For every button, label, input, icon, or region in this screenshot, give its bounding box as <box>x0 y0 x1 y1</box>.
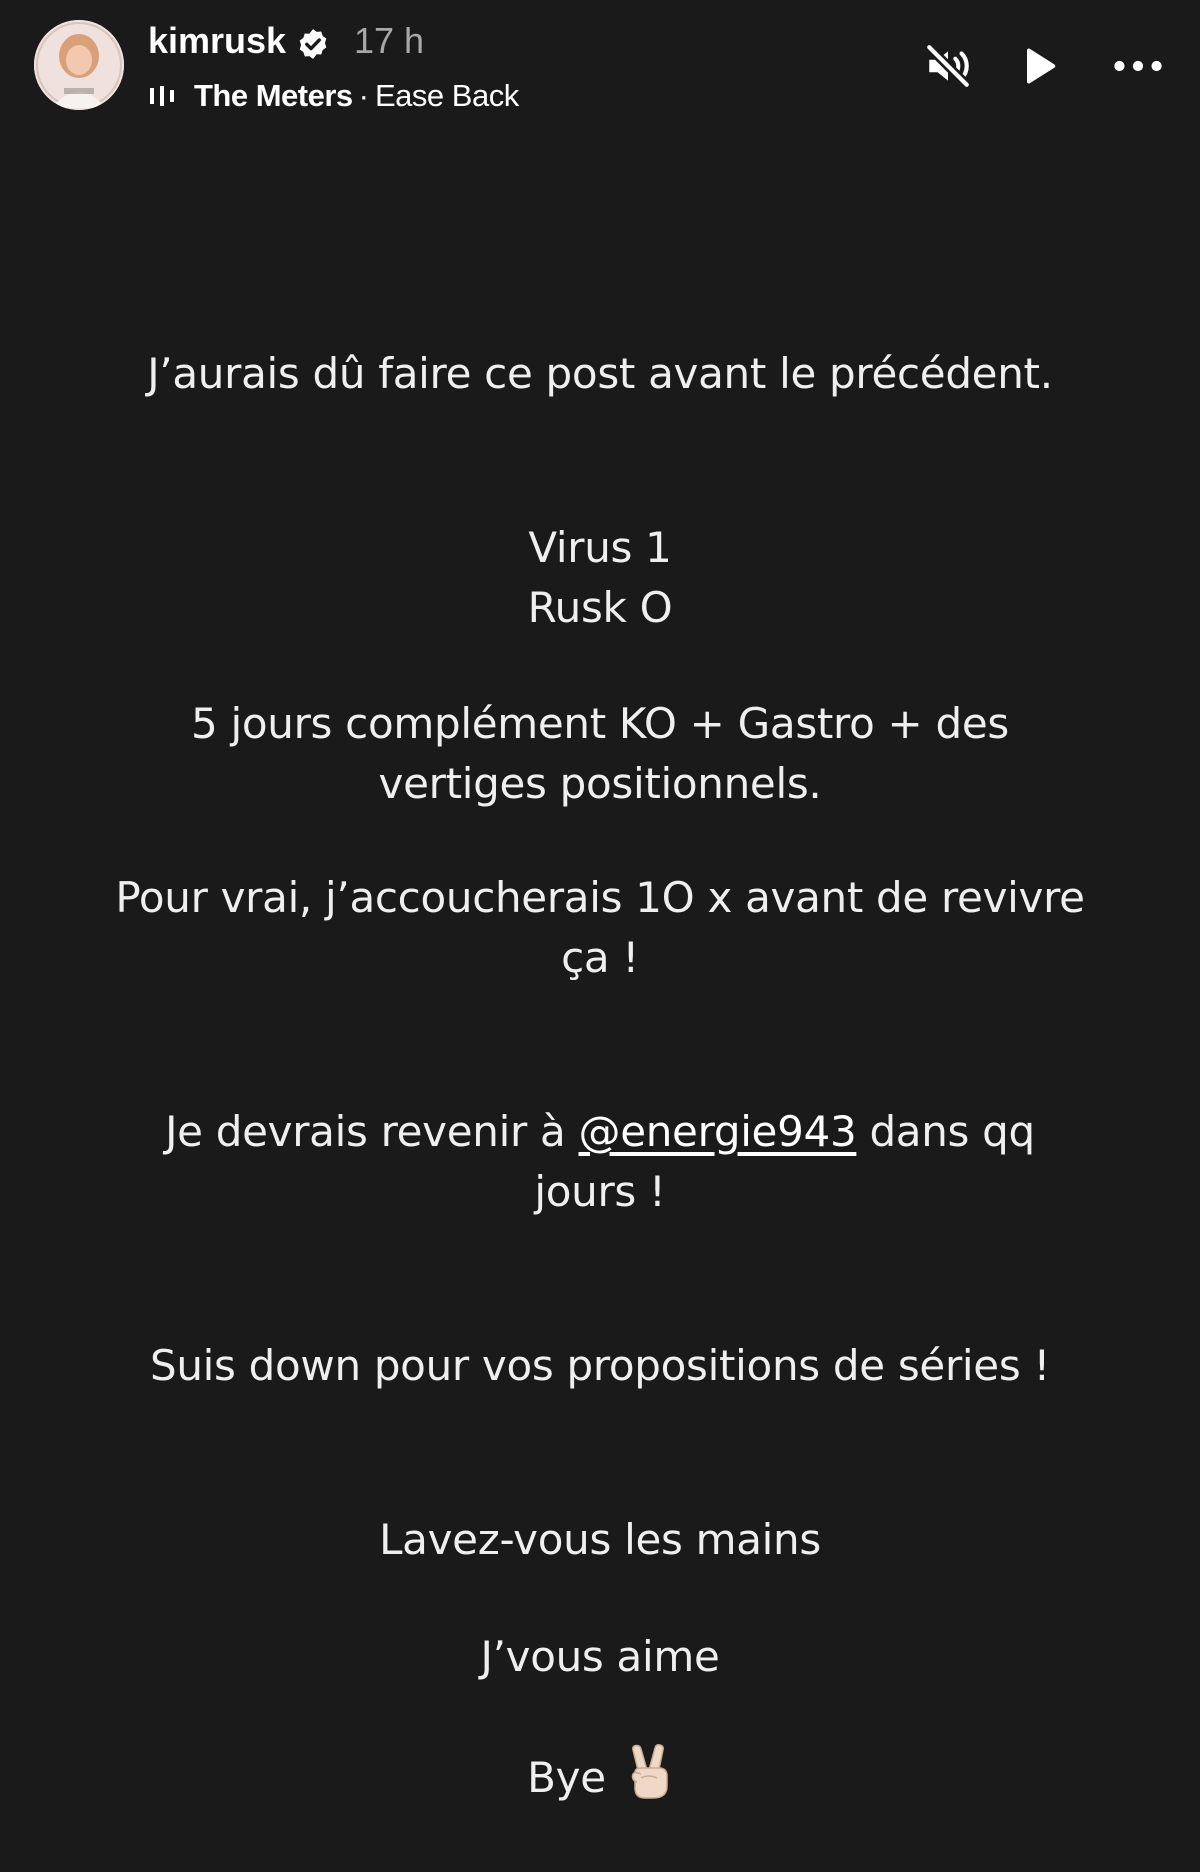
story-header <box>0 0 1200 130</box>
verified-badge-icon <box>296 27 330 61</box>
story-line: Suis down pour vos propositions de séries ! <box>149 1341 1051 1390</box>
story-line: Virus 1 <box>528 523 672 572</box>
story-line: J’vous aime <box>480 1632 720 1681</box>
play-button[interactable] <box>1012 40 1064 92</box>
story-line: Lavez-vous les mains <box>379 1515 821 1564</box>
equalizer-icon <box>148 84 178 108</box>
mute-button[interactable] <box>922 40 974 92</box>
story-line: Rusk O <box>527 583 673 632</box>
music-separator: · <box>358 78 369 113</box>
story-text-segment: dans qq <box>869 1107 1035 1156</box>
mention-link[interactable]: @energie943 <box>578 1107 857 1156</box>
story-line: jours ! <box>534 1167 666 1216</box>
avatar[interactable] <box>34 20 124 110</box>
story-line <box>100 1102 1100 1162</box>
username[interactable]: kimrusk <box>148 20 287 61</box>
music-song-title: Ease Back <box>375 78 519 113</box>
play-icon <box>1016 44 1060 88</box>
speaker-muted-icon <box>923 41 973 91</box>
more-options-icon <box>1112 56 1164 76</box>
music-artist: The Meters <box>194 78 353 113</box>
story-text-segment: Bye <box>527 1753 606 1802</box>
victory-hand-emoji <box>627 1744 673 1816</box>
story-line: 5 jours complément KO + Gastro + des <box>191 699 1009 748</box>
story-line: Pour vrai, j’accoucherais 1O x avant de revivre <box>115 873 1085 922</box>
story-line: J’aurais dû faire ce post avant le précédent. <box>147 349 1053 398</box>
story-line: ça ! <box>561 933 639 982</box>
music-attribution[interactable] <box>148 76 519 116</box>
more-options-button[interactable] <box>1112 40 1164 92</box>
story-text-segment: Je devrais revenir à <box>165 1107 566 1156</box>
post-timestamp: 17 h <box>354 20 425 61</box>
story-line: vertiges positionnels. <box>378 759 822 808</box>
story-line <box>100 1744 1100 1816</box>
